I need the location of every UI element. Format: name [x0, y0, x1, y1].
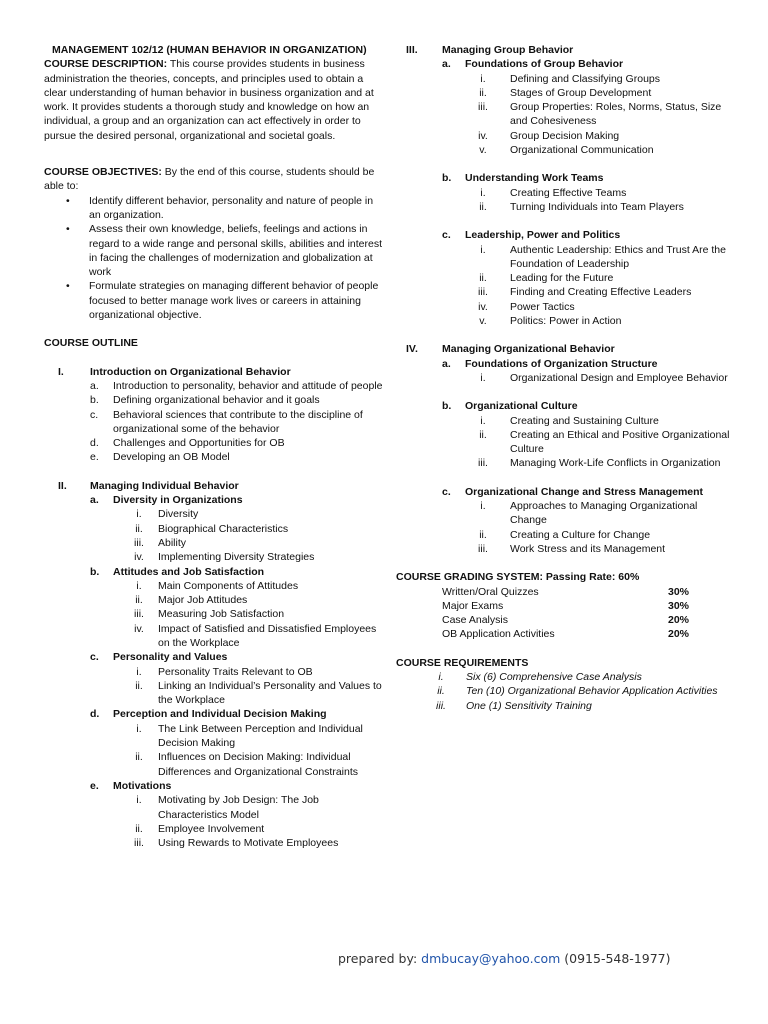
objectives-label: COURSE OBJECTIVES: — [44, 166, 162, 179]
list-item: v. Organizational Communication — [479, 144, 654, 157]
bullet-icon: • — [66, 223, 70, 236]
subsection-heading: e. Motivations — [90, 779, 172, 792]
list-item: c. Behavioral sciences that contribute to the discipline of organizational some of the behavior — [90, 408, 363, 435]
list-item: ii. Influences on Decision Making: Individual Differences and Organizational Constraints — [135, 751, 358, 778]
list-item: i. Main Components of Attitudes — [136, 579, 299, 592]
footer-prefix: prepared by: — [338, 951, 422, 966]
course-title: MANAGEMENT 102/12 (HUMAN BEHAVIOR IN ORGANIZATION) — [52, 44, 367, 56]
list-item: a. Introduction to personality, behavior and attitude of people — [90, 379, 383, 392]
list-item: ii. Creating a Culture for Change — [479, 528, 651, 541]
grading-row: Case Analysis 20% — [442, 614, 690, 627]
list-item: iv. Impact of Satisfied and Dissatisfied Employees on the Workplace — [134, 622, 377, 649]
list-item: ii. Stages of Group Development — [479, 86, 652, 99]
section-heading: I. Introduction on Organizational Behavior — [58, 365, 291, 378]
objective-item — [44, 222, 384, 279]
requirement-item: iii. One (1) Sensitivity Training — [436, 699, 592, 712]
list-item: i. Personality Traits Relevant to OB — [136, 665, 313, 678]
right-column — [396, 43, 736, 713]
list-item: e. Developing an OB Model — [90, 451, 230, 464]
list-item: i. Creating and Sustaining Culture — [480, 414, 659, 427]
section-heading: IV. Managing Organizational Behavior — [406, 343, 615, 356]
bullet-icon: • — [66, 194, 70, 207]
requirement-item: ii. Ten (10) Organizational Behavior Application Activities — [437, 685, 718, 698]
grading-heading: COURSE GRADING SYSTEM: Passing Rate: 60% — [396, 571, 640, 584]
list-item: iv. Power Tactics — [478, 300, 575, 313]
objective-item — [44, 279, 384, 322]
list-item: i. Authentic Leadership: Ethics and Trust Are the Foundation of Leadership — [480, 243, 726, 270]
footer-phone: (0915-548-1977) — [560, 951, 671, 966]
outline-heading: COURSE OUTLINE — [44, 337, 138, 350]
objective-text: Assess their own knowledge, beliefs, feelings and actions in regard to a wide range and personal skills, abilities and interest in facing the challenges of modernization and globalization at work — [89, 223, 383, 279]
list-item: iii. Managing Work-Life Conflicts in Organization — [478, 457, 721, 470]
list-item: iv. Implementing Diversity Strategies — [134, 551, 315, 564]
prepared-by-footer — [338, 951, 671, 966]
requirements-heading: COURSE REQUIREMENTS — [396, 656, 529, 669]
grading-row: OB Application Activities 20% — [442, 628, 690, 641]
subsection-heading: c. Leadership, Power and Politics — [442, 229, 621, 242]
description-text: This course provides students in business administration the theories, concepts, and principles used to obtain a clear understanding of human behavior in business organization and at work. It provides students a thorough study and knowledge on how an individual, a group and an organization can act effectively in order to pursue the desired personal, organizational and societal goals. — [44, 58, 374, 142]
list-item: d. Challenges and Opportunities for OB — [90, 437, 285, 450]
objectives-text: By the end of this course, students should be able to: — [44, 166, 375, 193]
list-item: ii. Leading for the Future — [479, 272, 614, 285]
subsection-heading: b. Organizational Culture — [442, 400, 578, 413]
email-link[interactable]: dmbucay@yahoo.com — [421, 951, 561, 966]
list-item: b. Defining organizational behavior and it goals — [90, 394, 320, 407]
list-item: iii. Group Properties: Roles, Norms, Status, Size and Cohesiveness — [478, 101, 722, 128]
subsection-heading: b. Attitudes and Job Satisfaction — [90, 565, 265, 578]
list-item: i. Organizational Design and Employee Behavior — [480, 371, 728, 384]
list-item: iii. Work Stress and its Management — [478, 542, 666, 555]
subsection-heading: a. Foundations of Organization Structure — [442, 357, 658, 370]
list-item: iii. Using Rewards to Motivate Employees — [134, 837, 339, 850]
objective-item — [44, 194, 384, 223]
description-label: COURSE DESCRIPTION: — [44, 58, 168, 71]
course-description — [44, 57, 384, 143]
list-item: iii. Finding and Creating Effective Leaders — [478, 286, 692, 299]
list-item: i. Creating Effective Teams — [480, 186, 627, 199]
subsection-heading: c. Personality and Values — [90, 651, 228, 664]
section-heading: III. Managing Group Behavior — [406, 44, 574, 56]
section-heading: II. Managing Individual Behavior — [58, 479, 239, 492]
list-item: iii. Ability — [134, 536, 187, 549]
list-item: i. The Link Between Perception and Individual Decision Making — [136, 722, 363, 750]
list-item: ii. Employee Involvement — [135, 822, 265, 835]
bullet-icon: • — [66, 280, 70, 293]
subsection-heading: d. Perception and Individual Decision Making — [90, 708, 327, 721]
list-item: i. Defining and Classifying Groups — [480, 72, 660, 85]
list-item: i. Motivating by Job Design: The Job Characteristics Model — [136, 794, 319, 821]
subsection-heading: a. Foundations of Group Behavior — [442, 58, 624, 71]
list-item: ii. Creating an Ethical and Positive Organizational Culture — [479, 428, 730, 456]
subsection-heading: c. Organizational Change and Stress Management — [442, 485, 704, 498]
list-item: i. Approaches to Managing Organizational Change — [480, 500, 698, 527]
list-item: ii. Linking an Individual’s Personality and Values to the Workplace — [135, 679, 382, 707]
list-item: ii. Biographical Characteristics — [135, 522, 289, 535]
left-column — [44, 43, 384, 850]
subsection-heading: b. Understanding Work Teams — [442, 172, 604, 185]
list-item: i. Diversity — [136, 508, 199, 521]
objective-text: Identify different behavior, personality and nature of people in an organization. — [89, 194, 374, 221]
course-objectives — [44, 165, 384, 194]
list-item: ii. Turning Individuals into Team Players — [479, 200, 684, 213]
subsection-heading: a. Diversity in Organizations — [90, 494, 243, 507]
list-item: iv. Group Decision Making — [478, 129, 620, 142]
list-item: iii. Measuring Job Satisfaction — [134, 608, 285, 621]
requirement-item: i. Six (6) Comprehensive Case Analysis — [438, 670, 642, 683]
list-item: ii. Major Job Attitudes — [135, 594, 248, 607]
objective-text: Formulate strategies on managing different behavior of people focused to better manage work lives or careers in attaining organizational objective. — [89, 280, 379, 322]
grading-row: Written/Oral Quizzes 30% — [442, 585, 690, 598]
grading-row: Major Exams 30% — [442, 599, 690, 612]
list-item: v. Politics: Power in Action — [479, 315, 622, 328]
